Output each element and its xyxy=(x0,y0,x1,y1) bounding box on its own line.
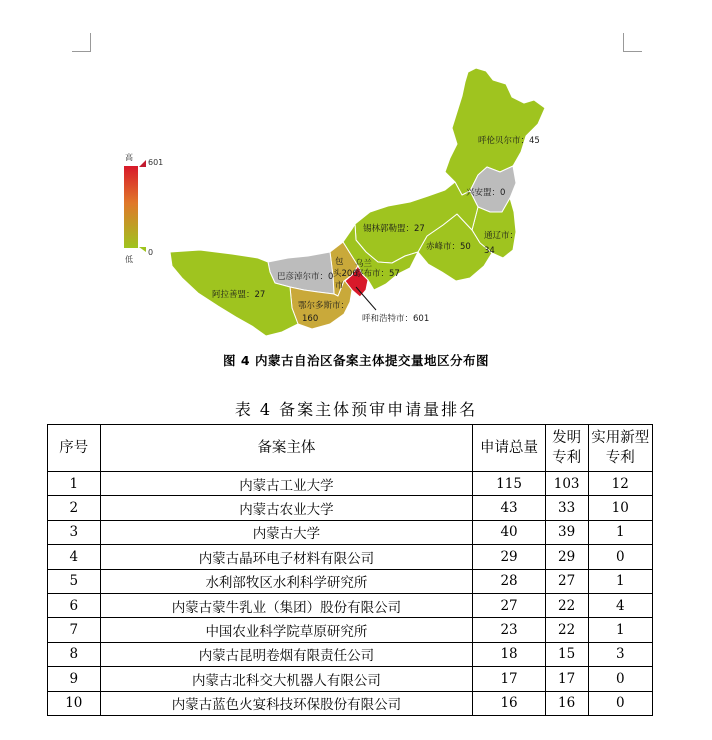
cell-entity: 中国农业科学院草原研究所 xyxy=(100,618,473,642)
legend-low-marker xyxy=(139,247,146,252)
header-total: 申请总量 xyxy=(473,425,545,472)
table-row xyxy=(48,496,653,520)
cell-total: 115 xyxy=(473,472,545,496)
label-chifeng: 赤峰市：50 xyxy=(426,242,471,252)
label-ulanqab-a: 乌兰 xyxy=(355,259,373,269)
cell-invention: 16 xyxy=(545,691,588,715)
label-hulunbuir: 呼伦贝尔市：45 xyxy=(478,136,540,146)
cell-entity: 内蒙古晶环电子材料有限公司 xyxy=(100,545,473,569)
table-row xyxy=(48,667,653,691)
table-row xyxy=(48,569,653,593)
cell-total: 43 xyxy=(473,496,545,520)
table-row xyxy=(48,642,653,666)
table-row xyxy=(48,472,653,496)
label-ordos-value: 160 xyxy=(302,314,319,324)
legend-high-label: 高 xyxy=(125,153,133,162)
header-entity: 备案主体 xyxy=(100,425,473,472)
cell-no: 7 xyxy=(48,618,101,642)
cell-invention: 22 xyxy=(545,593,588,617)
header-utility-line2: 专利 xyxy=(605,450,635,466)
cell-total: 27 xyxy=(473,593,545,617)
cell-entity: 内蒙古昆明卷烟有限责任公司 xyxy=(100,642,473,666)
label-baotou-a: 包 xyxy=(335,257,344,267)
cell-total: 18 xyxy=(473,642,545,666)
label-tongliao-value: 34 xyxy=(484,246,495,256)
table-row xyxy=(48,691,653,715)
header-invention-line1: 发明 xyxy=(552,430,582,446)
label-xingan: 兴安盟：0 xyxy=(466,188,506,198)
cell-total: 40 xyxy=(473,520,545,544)
cell-no: 4 xyxy=(48,545,101,569)
cell-no: 2 xyxy=(48,496,101,520)
cell-invention: 103 xyxy=(545,472,588,496)
cell-invention: 33 xyxy=(545,496,588,520)
label-ordos-name: 鄂尔多斯市： xyxy=(298,301,350,311)
cell-entity: 内蒙古大学 xyxy=(100,520,473,544)
cell-utility: 12 xyxy=(588,472,652,496)
label-ulanqab-b: 察布市：57 xyxy=(355,269,400,279)
table-caption: 表 4 备案主体预审申请量排名 xyxy=(234,400,478,419)
cell-invention: 27 xyxy=(545,569,588,593)
table-row xyxy=(48,545,653,569)
cell-utility: 0 xyxy=(588,545,652,569)
label-alxa: 阿拉善盟：27 xyxy=(212,290,266,300)
cell-total: 29 xyxy=(473,545,545,569)
cell-entity: 内蒙古北科交大机器人有限公司 xyxy=(100,667,473,691)
cell-utility: 0 xyxy=(588,667,652,691)
cell-total: 23 xyxy=(473,618,545,642)
cell-utility: 1 xyxy=(588,569,652,593)
label-hohhot: 呼和浩特市：601 xyxy=(362,314,430,324)
table-row xyxy=(48,593,653,617)
header-utility xyxy=(588,425,652,472)
cell-invention: 29 xyxy=(545,545,588,569)
cell-utility: 10 xyxy=(588,496,652,520)
legend-low-label: 低 xyxy=(125,255,133,264)
cell-no: 9 xyxy=(48,667,101,691)
cell-entity: 内蒙古蓝色火宴科技环保股份有限公司 xyxy=(100,691,473,715)
label-baotou-b: 头206 xyxy=(333,269,358,279)
table-row xyxy=(48,618,653,642)
cell-entity: 水利部牧区水利科学研究所 xyxy=(100,569,473,593)
cell-utility: 3 xyxy=(588,642,652,666)
legend-high-marker xyxy=(139,160,146,167)
ranking-table xyxy=(47,424,653,716)
cell-no: 3 xyxy=(48,520,101,544)
cell-utility: 4 xyxy=(588,593,652,617)
cell-invention: 17 xyxy=(545,667,588,691)
table-header-row xyxy=(48,425,653,472)
label-baotou-c: 市 xyxy=(335,281,344,291)
cell-no: 8 xyxy=(48,642,101,666)
legend-max-value: 601 xyxy=(148,158,164,167)
cell-utility: 1 xyxy=(588,618,652,642)
cell-utility: 1 xyxy=(588,520,652,544)
cell-invention: 39 xyxy=(545,520,588,544)
label-bayannur: 巴彦淖尔市：0 xyxy=(277,272,334,282)
map-legend xyxy=(124,152,163,264)
table-row xyxy=(48,520,653,544)
cell-no: 1 xyxy=(48,472,101,496)
cell-entity: 内蒙古工业大学 xyxy=(100,472,473,496)
header-invention xyxy=(545,425,588,472)
cell-entity: 内蒙古蒙牛乳业（集团）股份有限公司 xyxy=(100,593,473,617)
header-no: 序号 xyxy=(48,425,101,472)
cell-entity: 内蒙古农业大学 xyxy=(100,496,473,520)
cell-invention: 22 xyxy=(545,618,588,642)
legend-color-bar xyxy=(124,166,138,248)
legend-min-value: 0 xyxy=(148,248,154,257)
cell-invention: 15 xyxy=(545,642,588,666)
figure-caption: 图 4 内蒙古自治区备案主体提交量地区分布图 xyxy=(223,353,489,368)
cell-no: 6 xyxy=(48,593,101,617)
header-invention-line2: 专利 xyxy=(552,450,582,466)
cell-no: 10 xyxy=(48,691,101,715)
cell-no: 5 xyxy=(48,569,101,593)
label-xilingol: 锡林郭勒盟：27 xyxy=(363,224,425,234)
cell-total: 16 xyxy=(473,691,545,715)
label-tongliao-name: 通辽市： xyxy=(484,231,519,241)
cell-total: 28 xyxy=(473,569,545,593)
choropleth-map xyxy=(0,0,712,345)
header-utility-line1: 实用新型 xyxy=(591,430,650,446)
cell-utility: 0 xyxy=(588,691,652,715)
cell-total: 17 xyxy=(473,667,545,691)
